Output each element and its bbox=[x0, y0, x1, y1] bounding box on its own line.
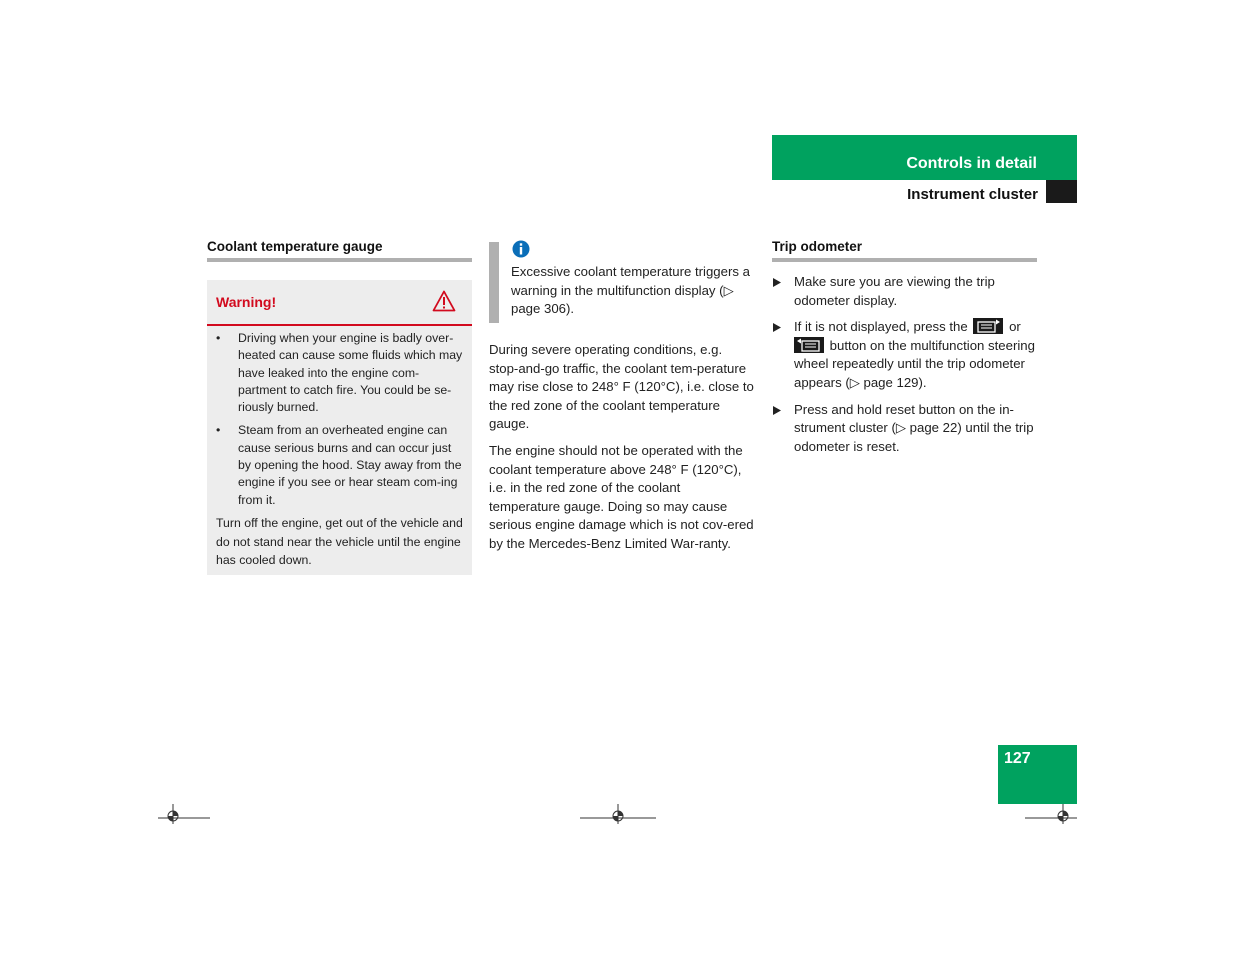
section-marker bbox=[1046, 180, 1077, 203]
crop-mark-icon bbox=[580, 802, 656, 826]
coolant-section-title: Coolant temperature gauge bbox=[207, 239, 383, 254]
step-text: button on the multifunction steering wheel repeatedly until the trip odometer appears (▷ page 129). bbox=[794, 337, 1035, 390]
step-arrow-icon bbox=[773, 278, 781, 287]
paragraph: During severe operating conditions, e.g. stop-and-go traffic, the coolant tem-perature may rise close to 248° F (120°C), i.e. close to the red zone of the coolant temperature gauge. bbox=[489, 342, 754, 432]
step-text: Press and hold reset button on the in-strument cluster (▷ page 22) until the trip odometer is reset. bbox=[794, 401, 1034, 454]
step-arrow-icon bbox=[773, 406, 781, 415]
trip-steps bbox=[772, 273, 1040, 464]
trip-section-rule bbox=[772, 258, 1037, 262]
crop-mark-icon bbox=[158, 802, 210, 826]
trip-section-title: Trip odometer bbox=[772, 239, 863, 254]
warning-list bbox=[216, 330, 464, 515]
middle-text-block bbox=[489, 341, 755, 562]
section-title: Instrument cluster bbox=[907, 186, 1038, 203]
warning-label: Warning! bbox=[216, 294, 277, 310]
warning-box bbox=[207, 280, 472, 575]
step-text: If it is not displayed, press the bbox=[794, 319, 968, 335]
chapter-header bbox=[772, 135, 1077, 180]
chapter-title: Controls in detail bbox=[906, 155, 1037, 172]
step-item bbox=[772, 401, 1040, 457]
warning-bullet: • Steam from an overheated engine can cause serious burns and can occur just by opening the hood. Stay away from the engine if you see or hear steam com-ing from it. bbox=[216, 422, 464, 508]
display-next-button-icon bbox=[973, 318, 1003, 334]
step-item bbox=[772, 273, 1040, 310]
info-text: Excessive coolant temperature triggers a warning in the multifunction display (▷ page 306). bbox=[511, 264, 750, 317]
step-text: Make sure you are viewing the trip odometer display. bbox=[794, 274, 995, 308]
crop-mark-icon bbox=[1025, 802, 1077, 826]
warning-triangle-icon bbox=[432, 290, 456, 312]
paragraph: The engine should not be operated with the coolant temperature above 248° F (120°C), i.e. in the red zone of the coolant temperature gauge. Doing so may cause serious engine damage which is not cov-ered by the Mercedes-Benz Limited War-ranty. bbox=[489, 442, 754, 551]
step-text-or: or bbox=[1009, 319, 1021, 335]
page-number: 127 bbox=[998, 745, 1077, 804]
warning-bullet: • Driving when your engine is badly over-heated can cause some fluids which may have leaked into the engine com-partment to catch fire. You could be se-riously burned. bbox=[216, 330, 464, 416]
step-arrow-icon bbox=[773, 323, 781, 332]
info-side-bar bbox=[489, 242, 499, 323]
warning-footer: Turn off the engine, get out of the vehicle and do not stand near the vehicle until the engine has cooled down. bbox=[216, 516, 463, 567]
display-previous-button-icon bbox=[794, 337, 824, 353]
step-item bbox=[772, 318, 1040, 392]
info-icon bbox=[512, 240, 530, 258]
warning-header bbox=[207, 280, 472, 326]
coolant-section-rule bbox=[207, 258, 472, 262]
